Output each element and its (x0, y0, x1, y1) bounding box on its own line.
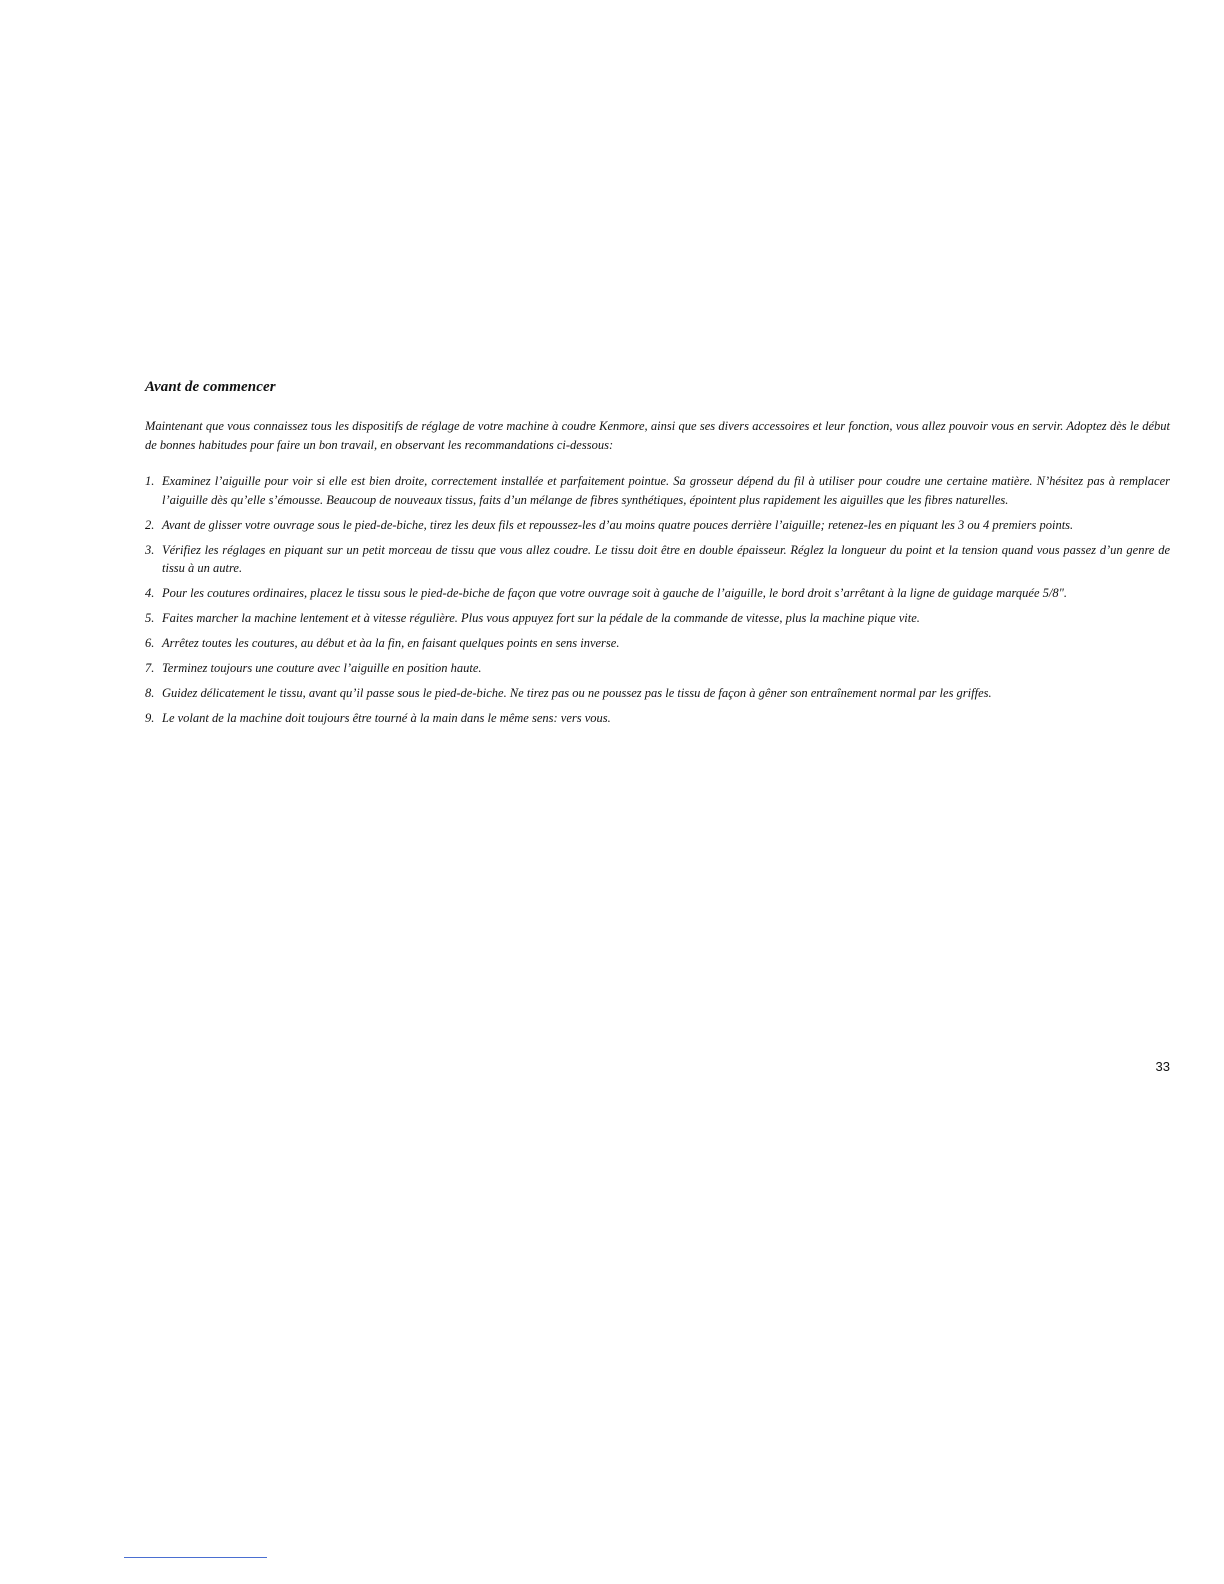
list-item (145, 684, 1170, 703)
step-number: 8. (145, 686, 155, 700)
list-item (145, 541, 1170, 578)
page-number: 33 (1155, 1059, 1170, 1074)
list-item (145, 709, 1170, 728)
step-number: 4. (145, 586, 155, 600)
list-item (145, 516, 1170, 535)
step-number: 3. (145, 542, 155, 557)
step-number: 7. (145, 661, 155, 675)
section-heading: Avant de commencer (145, 379, 276, 395)
step-text: Faites marcher la machine lentement et à vitesse régulière. Plus vous appuyez fort sur la pédale de la commande de vitesse, plus la machine pique vite. (162, 611, 920, 625)
list-item (145, 584, 1170, 603)
step-text: Examinez l’aiguille pour voir si elle est bien droite, correctement installée et parfaitement pointue. Sa grosseur dépend du fil à utiliser pour coudre une certaine matière. N’hésitez pas à remplacer l’aiguille dès qu’elle s’émousse. Beaucoup de nouveaux tissus, faits d’un mélange de fibres synthétiques, épointent plus rapidement les aiguilles que les fibres naturelles. (162, 474, 1170, 507)
step-number: 5. (145, 611, 155, 625)
step-text: Vérifiez les réglages en piquant sur un petit morceau de tissu que vous allez coudre. Le tissu doit être en double épaisseur. Réglez la longueur du point et la tension quand vous passez d’un genre de tissu à un autre. (162, 542, 1170, 575)
step-text: Arrêtez toutes les coutures, au début et àa la fin, en faisant quelques points en sens inverse. (162, 636, 620, 650)
list-item (145, 472, 1170, 509)
step-number: 6. (145, 636, 155, 650)
footer-rule (124, 1557, 267, 1558)
step-text: Terminez toujours une couture avec l’aiguille en position haute. (162, 661, 482, 675)
instruction-list (145, 472, 1170, 734)
step-text: Le volant de la machine doit toujours être tourné à la main dans le même sens: vers vous. (162, 711, 611, 725)
list-item (145, 609, 1170, 628)
list-item (145, 634, 1170, 653)
step-text: Avant de glisser votre ouvrage sous le pied-de-biche, tirez les deux fils et repoussez-les d’au moins quatre pouces derrière l’aiguille; retenez-les en piquant les 3 ou 4 premiers points. (162, 517, 1074, 532)
step-number: 2. (145, 517, 155, 532)
step-number: 9. (145, 711, 155, 725)
list-item (145, 659, 1170, 678)
step-text: Guidez délicatement le tissu, avant qu’il passe sous le pied-de-biche. Ne tirez pas ou ne poussez pas le tissu de façon à gêner son entraînement normal par les griffes. (162, 686, 992, 700)
intro-paragraph: Maintenant que vous connaissez tous les dispositifs de réglage de votre machine à coudre Kenmore, ainsi que ses divers accessoires et leur fonction, vous allez pouvoir vous en servir. Adoptez dès le début de bonnes habitudes pour faire un bon travail, en observant les recommandations ci-dessous: (145, 419, 1170, 452)
step-text: Pour les coutures ordinaires, placez le tissu sous le pied-de-biche de façon que votre ouvrage soit à gauche de l’aiguille, le bord droit s’arrêtant à la ligne de guidage marquée 5/8". (162, 586, 1067, 600)
step-number: 1. (145, 474, 155, 488)
